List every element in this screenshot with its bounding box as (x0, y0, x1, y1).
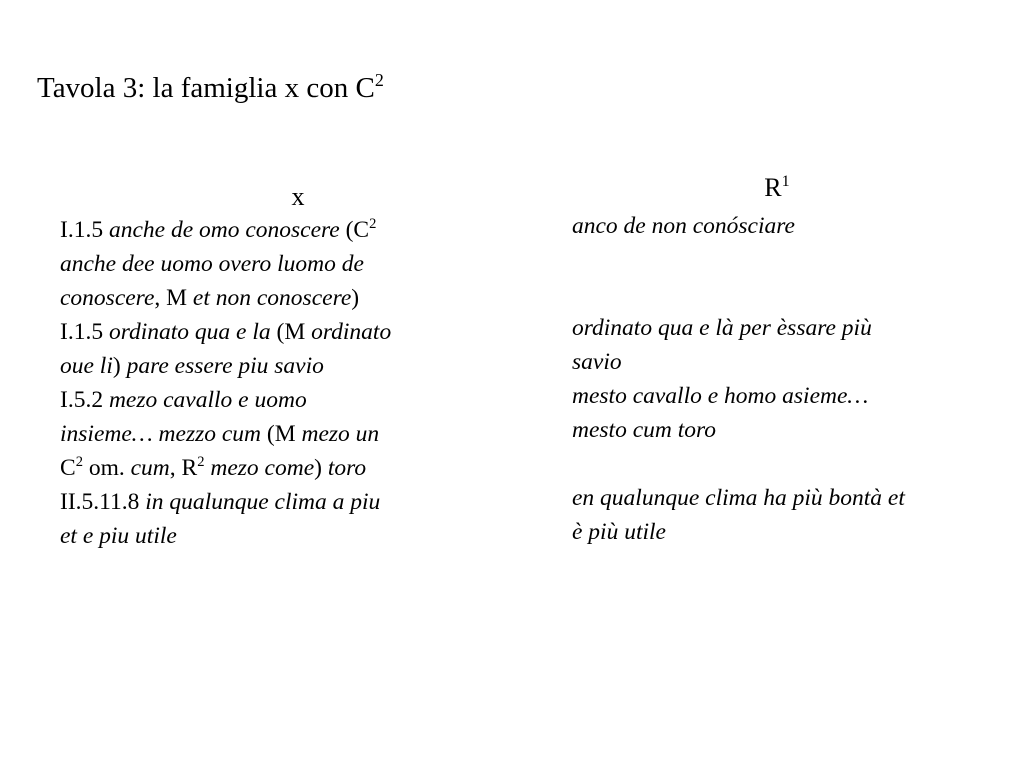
left-line-8-italic-cum: cum (130, 455, 170, 481)
right-line-4 (572, 311, 992, 345)
left-line-8-paren: ) (314, 455, 328, 481)
right-line-8-blank (572, 447, 992, 481)
left-line-10 (60, 519, 480, 553)
left-line-3-paren: ) (351, 285, 360, 311)
left-line-9-italic: in qualunque clima a piu (145, 489, 381, 515)
left-line-1-sigla: (C (339, 217, 370, 243)
left-line-4-italic-a: ordinato qua e la (108, 319, 271, 345)
left-line-9 (60, 485, 480, 519)
left-line-1-sup: 2 (369, 215, 377, 232)
right-line-7-italic: mesto cum toro (572, 417, 717, 443)
left-line-6 (60, 383, 480, 417)
right-line-5-italic: savio (572, 349, 622, 375)
left-line-10-italic: et e piu utile (60, 523, 177, 549)
left-line-8-sup-a: 2 (75, 453, 83, 470)
left-line-3 (60, 281, 480, 315)
right-line-9-italic: en qualunque clima ha più bontà et (572, 485, 905, 511)
left-line-3-italic-b: et non conoscere (192, 285, 352, 311)
left-line-4-sigla: (M (270, 319, 312, 345)
column-header-x: x (291, 182, 305, 211)
right-line-9 (572, 481, 992, 515)
right-line-6 (572, 379, 992, 413)
right-line-1-italic: anco de non conósciare (572, 213, 795, 239)
left-line-7-sigla: (M (261, 421, 302, 447)
left-line-1-ref: I.1.5 (60, 217, 109, 243)
right-line-3-blank (572, 277, 992, 311)
left-line-5-paren: ) (112, 353, 127, 379)
right-line-2-blank (572, 243, 992, 277)
left-line-2 (60, 247, 480, 281)
right-line-7 (572, 413, 992, 447)
left-line-4-ref: I.1.5 (60, 319, 109, 345)
left-line-8-sup-b: 2 (197, 453, 205, 470)
right-line-4-italic: ordinato qua e là per èssare più (572, 315, 872, 341)
page-title (37, 70, 384, 106)
left-line-8-om: om. (82, 455, 131, 481)
left-column-text (60, 213, 480, 553)
left-line-1 (60, 213, 480, 247)
left-line-7 (60, 417, 480, 451)
title-text: Tavola 3: la famiglia x con C (37, 72, 375, 104)
left-line-7-italic-a: insieme… mezzo cum (60, 421, 262, 447)
column-header-r1-sup: 1 (781, 173, 790, 191)
left-line-5-italic-b: pare essere piu savio (126, 353, 324, 379)
left-line-8-sigla-c: C (60, 455, 76, 481)
left-line-3-italic-a: conoscere (60, 285, 155, 311)
right-line-6-italic: mesto cavallo e homo asieme… (572, 383, 869, 409)
left-line-1-italic: anche de omo conoscere (108, 217, 340, 243)
right-line-5 (572, 345, 992, 379)
title-superscript: 2 (374, 69, 384, 90)
left-line-2-italic: anche dee uomo overo luomo de (60, 251, 364, 277)
left-line-7-italic-b: mezo un (301, 421, 380, 447)
left-line-6-ref: I.5.2 (60, 387, 109, 413)
left-line-8-sigla-r: , R (169, 455, 198, 481)
right-line-10-italic: è più utile (572, 519, 666, 545)
right-line-1 (572, 209, 992, 243)
left-line-4 (60, 315, 480, 349)
left-line-8-italic-mezo: mezo come (204, 455, 315, 481)
left-line-8 (60, 451, 480, 485)
left-line-5-italic-a: oue li (60, 353, 113, 379)
left-line-3-sigla: , M (154, 285, 193, 311)
left-line-6-italic: mezo cavallo e uomo (108, 387, 307, 413)
column-header-r1-text: R (764, 173, 782, 202)
right-line-10 (572, 515, 992, 549)
left-line-4-italic-b: ordinato (311, 319, 392, 345)
left-line-8-italic-toro: toro (327, 455, 367, 481)
right-column-text (572, 209, 992, 549)
left-line-9-ref: II.5.11.8 (60, 489, 146, 515)
left-line-5 (60, 349, 480, 383)
column-header-r1 (717, 173, 837, 203)
